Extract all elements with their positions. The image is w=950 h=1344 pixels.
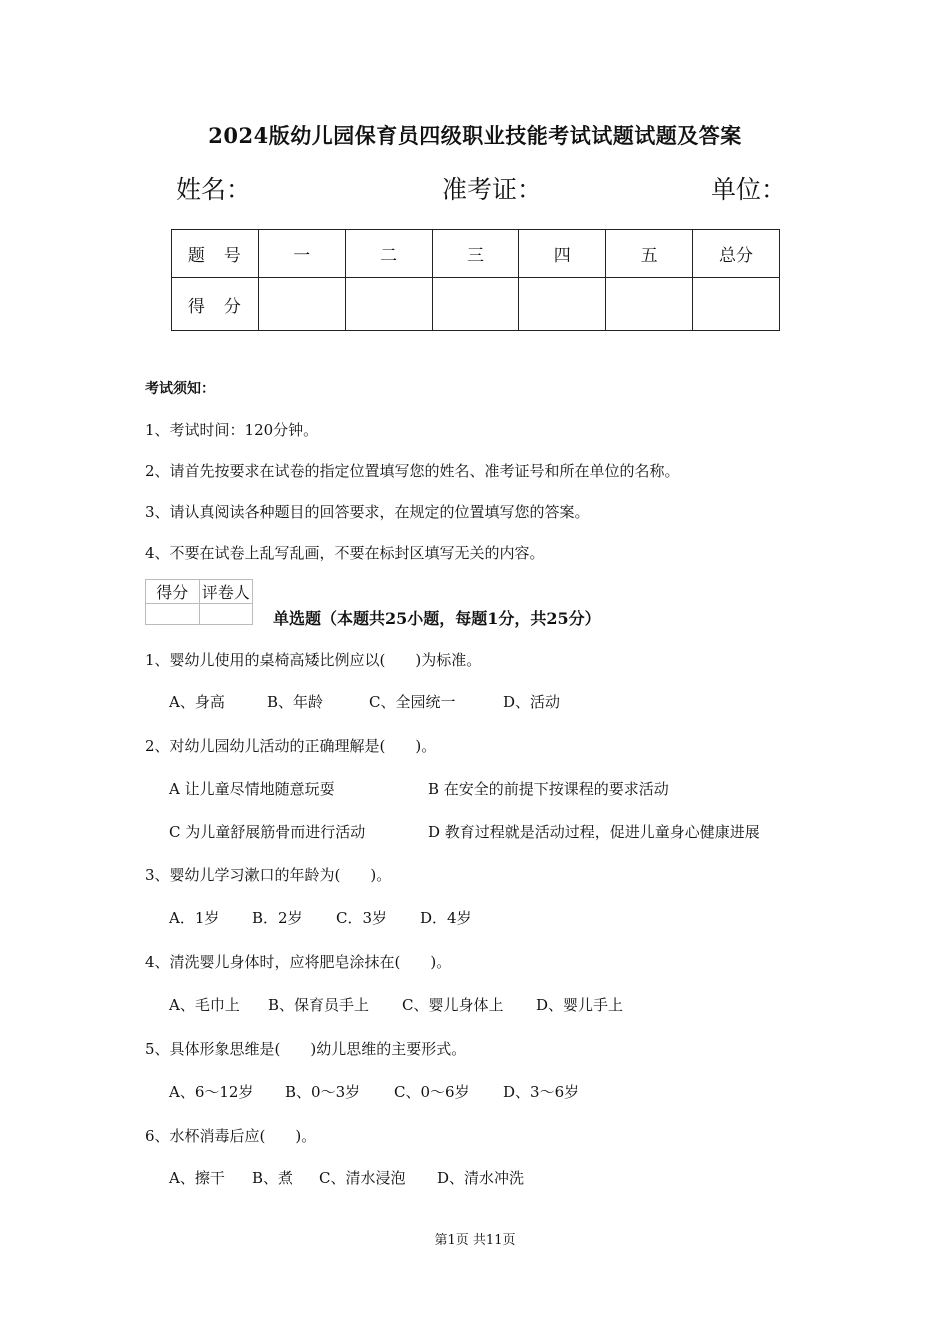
exam-id-field-label: 准考证： — [442, 175, 543, 204]
question-option[interactable]: B、年龄 — [267, 693, 324, 711]
question-option[interactable]: C、全园统一 — [369, 693, 456, 711]
question-option[interactable]: A、身高 — [169, 693, 225, 711]
question-option[interactable]: A、擦干 — [169, 1169, 225, 1187]
question-text: 1、婴幼儿使用的桌椅高矮比例应以( )为标准。 — [145, 651, 482, 669]
score-table — [171, 229, 780, 331]
notice-item: 4、不要在试卷上乱写乱画，不要在标封区填写无关的内容。 — [145, 544, 545, 562]
question-text: 4、清洗婴儿身体时，应将肥皂涂抹在( )。 — [145, 953, 452, 971]
question-option[interactable]: D 教育过程就是活动过程，促进儿童身心健康进展 — [428, 823, 760, 841]
question-option[interactable]: D、活动 — [503, 693, 561, 711]
score-input-cell[interactable] — [606, 278, 693, 331]
page-footer: 第1页 共11页 — [434, 1233, 516, 1248]
question-option[interactable]: B．2岁 — [252, 909, 303, 927]
grader-reviewer-cell[interactable] — [199, 604, 253, 625]
notice-item: 1、考试时间：120分钟。 — [145, 421, 319, 439]
question-option[interactable]: C 为儿童舒展筋骨而进行活动 — [169, 823, 366, 841]
score-row-label: 得 分 — [172, 278, 259, 331]
score-table-header-cell: 题 号 — [172, 230, 259, 278]
score-input-cell[interactable] — [345, 278, 432, 331]
question-option[interactable]: D、清水冲洗 — [437, 1169, 525, 1187]
question-option[interactable]: D、3～6岁 — [503, 1083, 580, 1101]
score-table-header-cell: 三 — [432, 230, 519, 278]
score-table-header-cell: 五 — [606, 230, 693, 278]
notice-item: 3、请认真阅读各种题目的回答要求，在规定的位置填写您的答案。 — [145, 503, 590, 521]
section-title: 单选题（本题共25小题，每题1分，共25分） — [273, 609, 601, 628]
grader-box — [145, 579, 253, 625]
name-field-label: 姓名： — [176, 175, 252, 204]
score-input-cell[interactable] — [519, 278, 606, 331]
question-text: 6、水杯消毒后应( )。 — [145, 1127, 317, 1145]
question-text: 3、婴幼儿学习漱口的年龄为( )。 — [145, 866, 392, 884]
question-option[interactable]: A、毛巾上 — [169, 996, 240, 1014]
question-option[interactable]: B 在安全的前提下按课程的要求活动 — [428, 780, 669, 798]
question-option[interactable]: C、婴儿身体上 — [402, 996, 504, 1014]
score-table-score-row — [172, 278, 780, 331]
score-table-header-cell: 二 — [345, 230, 432, 278]
question-text: 2、对幼儿园幼儿活动的正确理解是( )。 — [145, 737, 437, 755]
question-option[interactable]: C、0～6岁 — [394, 1083, 470, 1101]
question-option[interactable]: A．1岁 — [169, 909, 220, 927]
score-input-cell[interactable] — [258, 278, 345, 331]
question-option[interactable]: B、保育员手上 — [268, 996, 370, 1014]
score-table-header-cell: 总分 — [693, 230, 780, 278]
question-option[interactable]: D．4岁 — [420, 909, 472, 927]
grader-score-label: 得分 — [146, 580, 200, 604]
question-option[interactable]: C．3岁 — [336, 909, 388, 927]
question-option[interactable]: D、婴儿手上 — [536, 996, 624, 1014]
score-table-header-cell: 一 — [258, 230, 345, 278]
question-option[interactable]: B、煮 — [252, 1169, 294, 1187]
question-option[interactable]: A、6～12岁 — [169, 1083, 254, 1101]
grader-reviewer-label: 评卷人 — [199, 580, 253, 604]
question-text: 5、具体形象思维是( )幼儿思维的主要形式。 — [145, 1040, 467, 1058]
notice-item: 2、请首先按要求在试卷的指定位置填写您的姓名、准考证号和所在单位的名称。 — [145, 462, 680, 480]
notice-title: 考试须知： — [145, 381, 215, 397]
unit-field-label: 单位： — [711, 175, 787, 204]
score-table-header-cell: 四 — [519, 230, 606, 278]
score-input-cell[interactable] — [693, 278, 780, 331]
question-option[interactable]: B、0～3岁 — [285, 1083, 361, 1101]
question-option[interactable]: A 让儿童尽情地随意玩耍 — [169, 780, 335, 798]
question-option[interactable]: C、清水浸泡 — [319, 1169, 406, 1187]
document-title: 2024版幼儿园保育员四级职业技能考试试题试题及答案 — [208, 123, 742, 148]
score-table-header-row — [172, 230, 780, 278]
score-input-cell[interactable] — [432, 278, 519, 331]
grader-score-cell[interactable] — [146, 604, 200, 625]
